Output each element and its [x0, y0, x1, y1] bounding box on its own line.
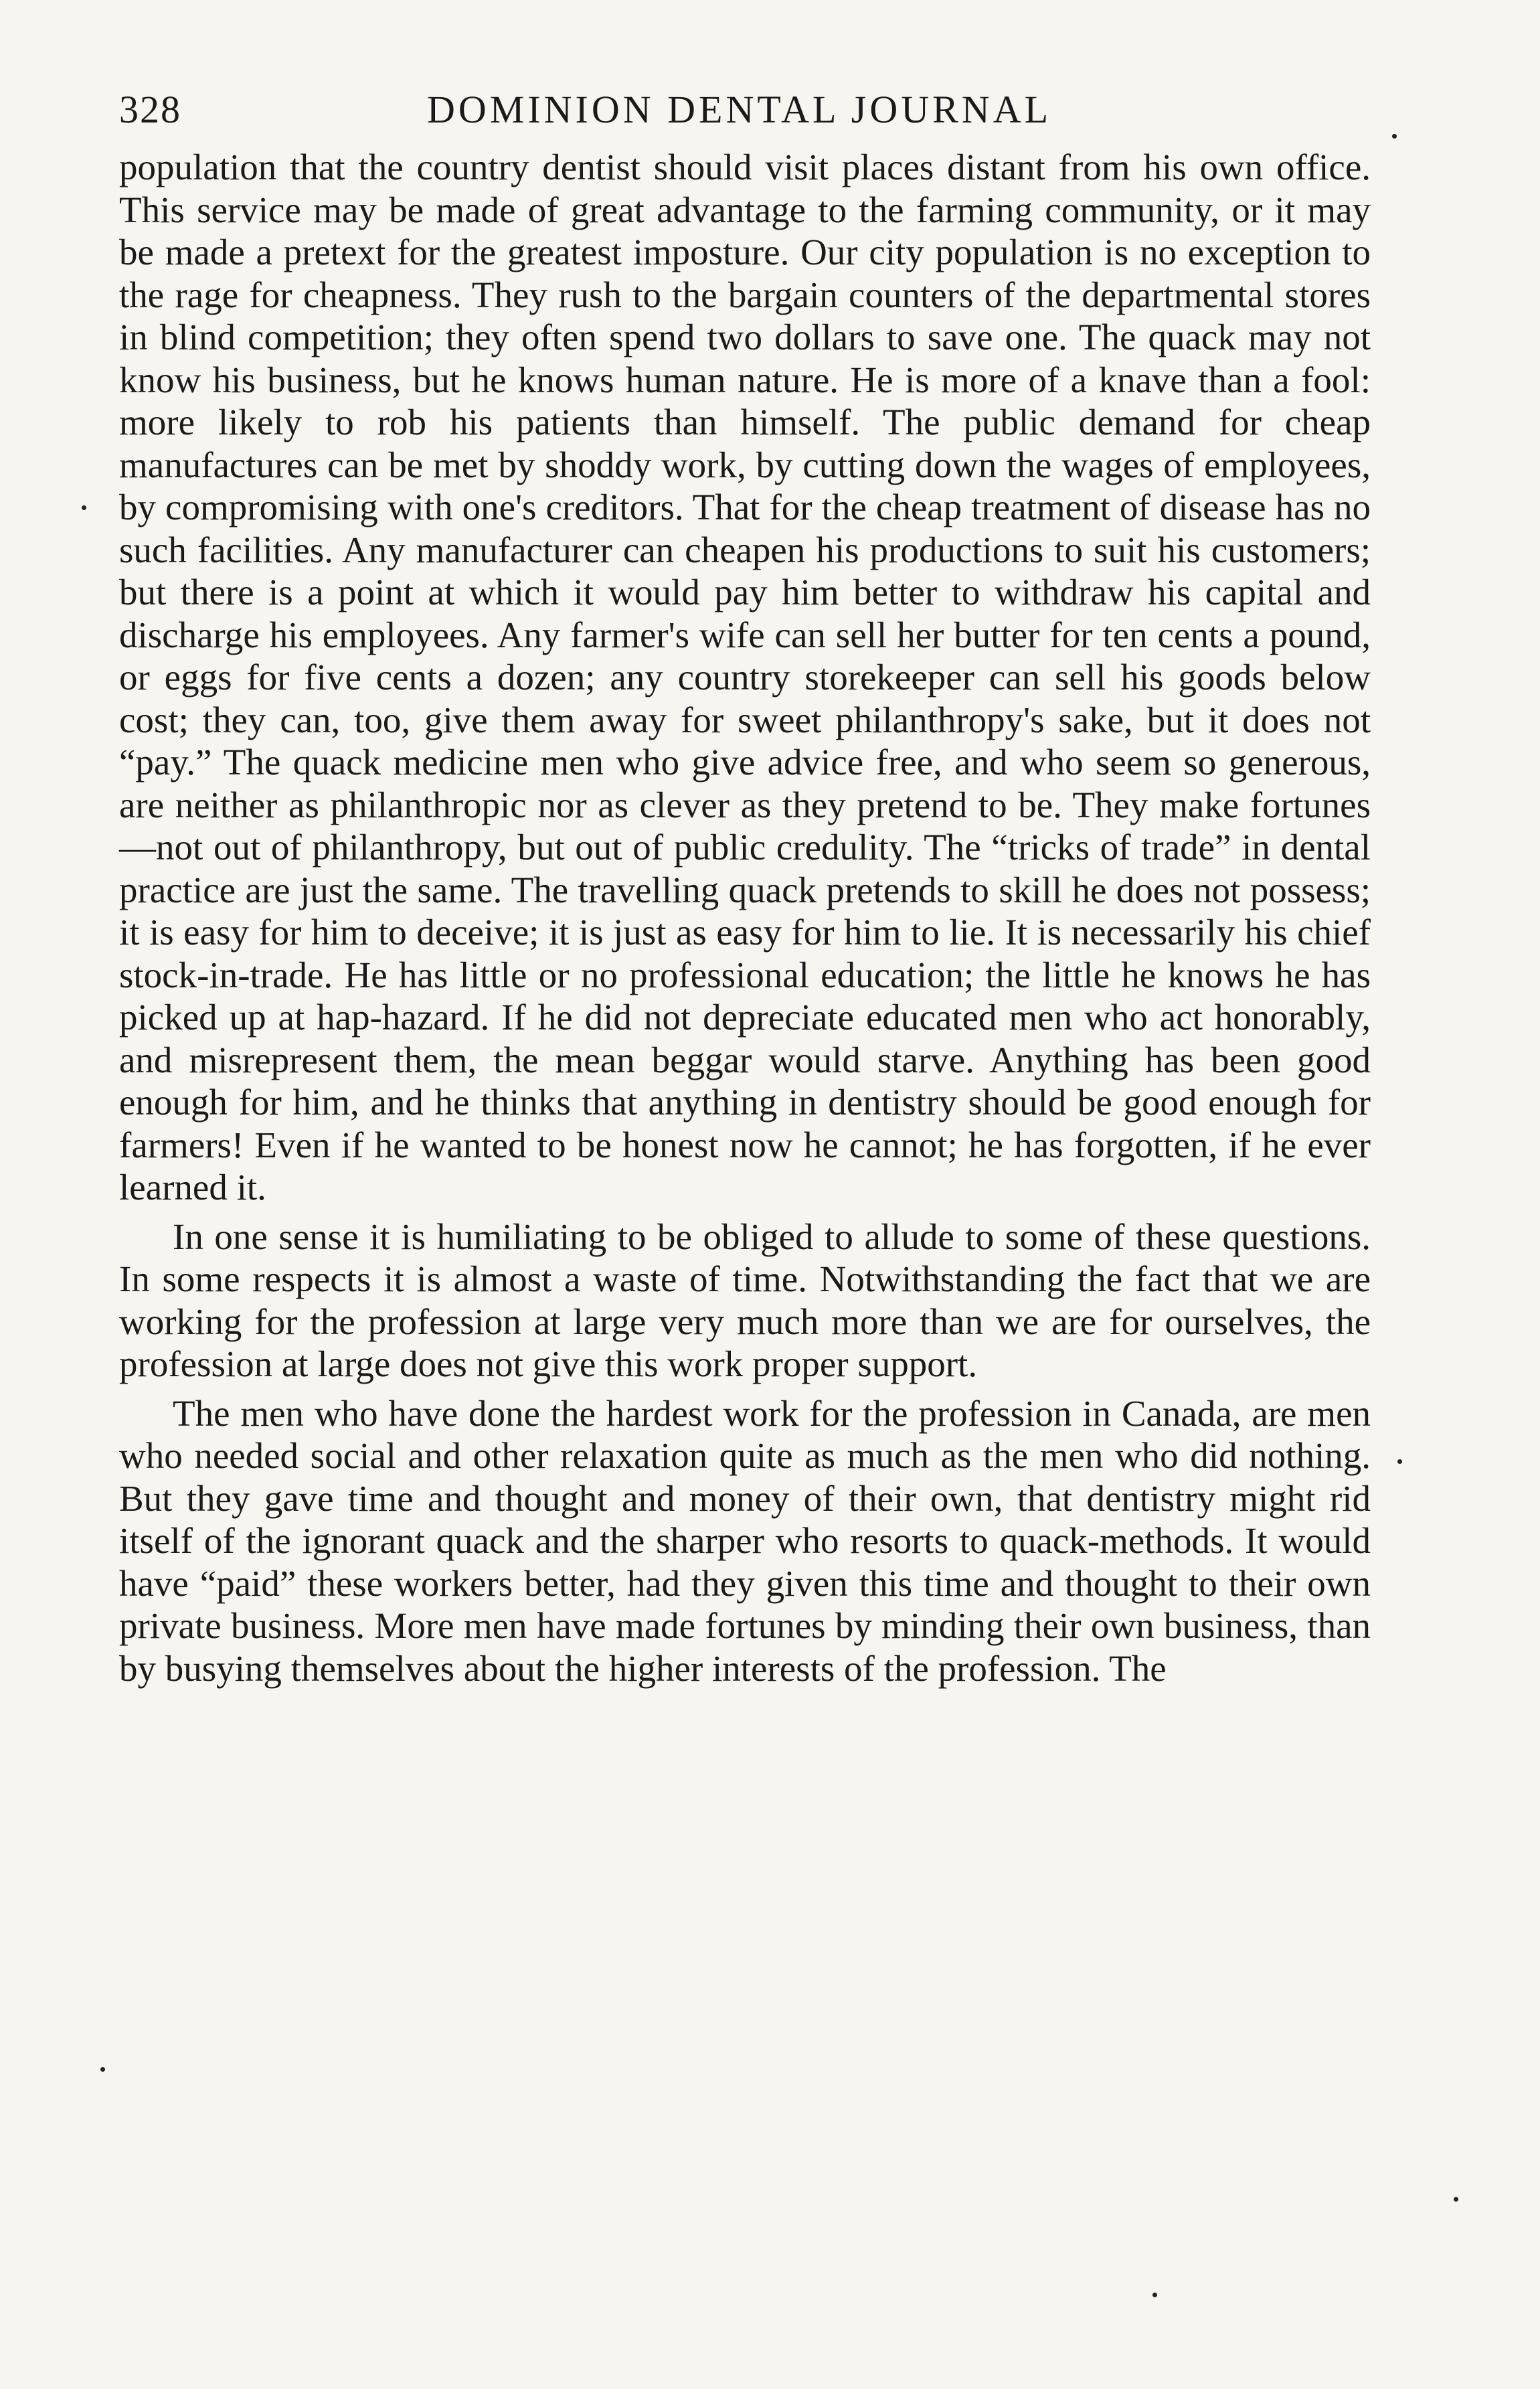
print-speck	[1152, 2293, 1157, 2297]
print-speck	[100, 2067, 105, 2072]
running-head: DOMINION DENTAL JOURNAL	[427, 88, 1052, 131]
print-speck	[82, 505, 86, 510]
paragraph-humiliating: In one sense it is humiliating to be obliged to allude to some of these questions. In some respects it is almost a waste of time. Notwithstanding the fact that we are working for the profession at large very much more than we are for ourselves, the profession at large does not give this work proper support.	[119, 1216, 1371, 1384]
paragraph-continued: population that the country dentist should visit places distant from his own office. This service may be made of great advantage to the farming community, or it may be made a pretext for the greatest imposture. Our city population is no exception to the rage for cheapness. They rush to the bargain counters of the departmental stores in blind competition; they often spend two dollars to save one. The quack may not know his business, but he knows human nature. He is more of a knave than a fool: more likely to rob his patients than himself. The public demand for cheap manufactures can be met by shoddy work, by cutting down the wages of employees, by compromising with one's creditors. That for the cheap treatment of disease has no such facilities. Any manufacturer can cheapen his productions to suit his customers; but there is a point at which it would pay him better to withdraw his capital and discharge his employees. Any farmer's wife can sell her butter for ten cents a pound, or eggs for five cents a dozen; any country storekeeper can sell his goods below cost; they can, too, give them away for sweet philanthropy's sake, but it does not “pay.” The quack medicine men who give advice free, and who seem so generous, are neither as philanthropic nor as clever as they pretend to be. They make fortunes—not out of philanthropy, but out of public credulity. The “tricks of trade” in dental practice are just the same. The travelling quack pretends to skill he does not possess; it is easy for him to deceive; it is just as easy for him to lie. It is necessarily his chief stock-in-trade. He has little or no professional education; the little he knows he has picked up at hap-hazard. If he did not depreciate educated men who act honorably, and misrepresent them, the mean beggar would starve. Anything has been good enough for him, and he thinks that anything in dentistry should be good enough for farmers! Even if he wanted to be honest now he cannot; he has forgotten, if he ever learned it.	[119, 147, 1371, 1208]
page-header	[119, 87, 1391, 141]
print-speck	[1397, 1459, 1402, 1464]
paragraph-hardest-work: The men who have done the hardest work for the profession in Canada, are men who needed social and other relaxation quite as much as the men who did nothing. But they gave time and thought and money of their own, that dentistry might rid itself of the ignorant quack and the sharper who resorts to quack-methods. It would have “paid” these workers better, had they given this time and thought to their own private business. More men have made fortunes by minding their own business, than by busying themselves about the higher interests of the profession. The	[119, 1392, 1371, 1689]
print-speck	[1454, 2197, 1458, 2202]
page-number: 328	[119, 88, 181, 131]
print-speck	[1392, 134, 1397, 139]
body-text	[119, 146, 1371, 1690]
